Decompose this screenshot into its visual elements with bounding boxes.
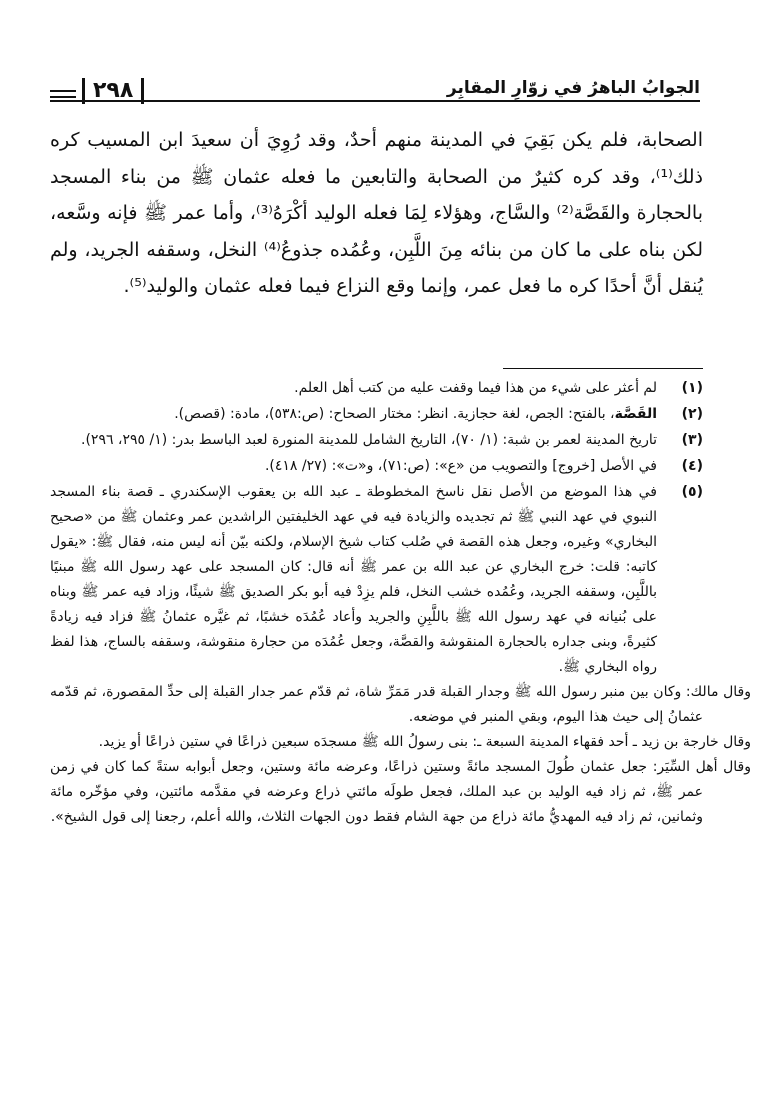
footnote-number: (٤) [681, 458, 703, 474]
header-rule [50, 100, 700, 102]
footnote-continuation: وقال أهل السِّيَر: جعل عثمان طُولَ المسجد مائةً وستين ذراعًا، وعرضه مائة وستين، وجعل أبوابه ستةً كما كان في زمن عمر ﷺ، ثم زاد فيه الوليد بن عبد الملك، فجعل طولَه مائتي ذراع وعرضه في مقدَّمه مائتين، وفي مؤخّره مائة وثمانين، ثم زاد فيه المهديُّ مائة ذراع من جهة الشام فقط دون الجهات الثلاث، والله أعلم، رجعنا إلى قول الشيخ». [50, 759, 751, 825]
footnote-term: القَصَّة [614, 406, 657, 422]
footnote-text: لم أعثر على شيء من هذا فيما وقفت عليه من كتب أهل العلم. [294, 380, 657, 396]
main-text [50, 122, 703, 305]
body-paragraph: الصحابة، فلم يكن بَقِيَ في المدينة منهم أحدٌ، وقد رُوِيَ أن سعيدَ ابن المسيب كره ذلك⁽¹⁾، وقد كره كثيرٌ من الصحابة والتابعين ما فعله عثمان ﷺ من بناء المسجد بالحجارة والقَصَّة⁽²⁾ والسَّاج، وهؤلاء لِمَا فعله الوليد أكْرَهُ⁽³⁾، وأما عمر ﷺ فإنه وسَّعه، لكن بناه على ما كان من بنائه مِنَ اللَّبِن، وعُمُده جذوعُ⁽⁴⁾ النخل، وسقفه الجريد، ولم يُنقل أنَّ أحدًا كره ما فعل عمر، وإنما وقع النزاع فيما فعله عثمان والوليد⁽⁵⁾. [50, 129, 703, 297]
header-ornament-line [50, 90, 76, 92]
footnote-number: (٥) [681, 484, 703, 500]
page-number: ٢٩٨ [82, 78, 144, 104]
footnote [50, 454, 703, 479]
footnote [50, 376, 703, 401]
footnote-text: في هذا الموضع من الأصل نقل ناسخ المخطوطة ـ عبد الله بن يعقوب الإسكندري ـ قصة بناء المسجد النبوي في عهد النبي ﷺ ثم تجديده والزيادة فيه في عهد الخليفتين الراشدين عمر وعثمان ﷺ من «صحيح البخاري» وغيره، وجعل هذه القصة في صُلب كتاب شيخ الإسلام، ولكنه بيّن أنه ليس منه، فقال ﷺ: «يقول كاتبه: قلت: خرج البخاري عن عبد الله بن عمر ﷺ أنه قال: كان المسجد على عهد رسول الله ﷺ مبنيًا باللَّبِن، وسقفه الجريد، وعُمُده خشب النخل، فلم يزِدْ فيه أبو بكر الصديق ﷺ شيئًا، وزاد فيه عمر ﷺ وبناه على بُنيانه في عهد رسول الله ﷺ باللَّبِنِ والجريد وأعاد عُمُدَه خشبًا، ثم غيَّره عثمانُ ﷺ فزاد فيه زيادةً كثيرةً، وبنى جداره بالحجارة المنقوشة والقصَّة، وجعل عُمُدَه من حجارة منقوشة، وسقفه بالساج، هذا لفظ رواه البخاري ﷺ. [50, 484, 657, 675]
footnote [50, 428, 703, 453]
footnote-separator [503, 368, 703, 369]
footnote [50, 402, 703, 427]
footnote-continuation: وقال مالك: وكان بين منبر رسول الله ﷺ وجدار القبلة قدر مَمَرِّ شاة، ثم قدّم عمر جدار القبلة إلى حدِّ المقصورة، ثم قدّمه عثمانُ إلى حيث هذا اليوم، وبقي المنبر في موضعه. [50, 684, 751, 725]
header-ornament-line [50, 96, 76, 98]
footnote-text: تاريخ المدينة لعمر بن شبة: (١/ ٧٠)، التاريخ الشامل للمدينة المنورة لعبد الباسط بدر: (١/ ٢٩٥، ٢٩٦). [81, 432, 657, 448]
book-title: الجوابُ الباهرُ في زوّارِ المقابِر [446, 78, 700, 98]
footnote-number: (٢) [681, 406, 703, 422]
footnote [50, 480, 751, 830]
footnote-number: (١) [681, 380, 703, 396]
footnote-text: ، بالفتح: الجص، لغة حجازية. انظر: مختار الصحاح: (ص:٥٣٨)، مادة: (قصص). [174, 406, 615, 422]
running-header [50, 76, 700, 110]
footnote-number: (٣) [681, 432, 703, 448]
footnote-continuation: وقال خارجة بن زيد ـ أحد فقهاء المدينة السبعة ـ: بنى رسولُ الله ﷺ مسجدَه سبعين ذراعًا في ستين ذراعًا أو يزيد. [98, 734, 751, 750]
footnote-text: في الأصل [خروج] والتصويب من «ع»: (ص:٧١)، و«ت»: (٢٧/ ٤١٨). [264, 458, 657, 474]
footnotes [50, 376, 751, 831]
